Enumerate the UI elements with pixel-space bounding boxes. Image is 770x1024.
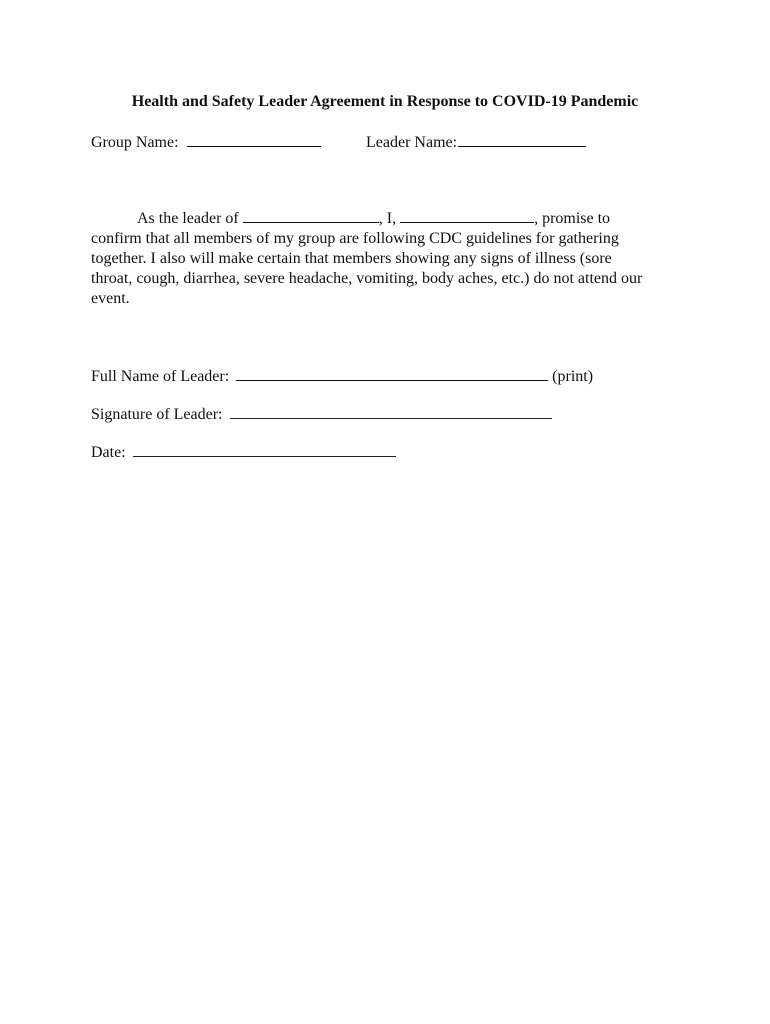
leader-name-blank[interactable]: [458, 132, 586, 147]
full-name-suffix: (print): [552, 368, 594, 385]
agreement-paragraph: [91, 208, 691, 309]
full-name-label: Full Name of Leader:: [91, 368, 230, 385]
full-name-row: [91, 366, 593, 386]
group-name-row: [91, 132, 321, 152]
group-name-label: Group Name:: [91, 134, 179, 151]
leader-name-row: [366, 132, 586, 152]
agreement-text-1b: , I,: [378, 210, 397, 227]
agreement-line-5: event.: [91, 290, 130, 307]
date-label: Date:: [91, 444, 126, 461]
agreement-line-2: confirm that all members of my group are following CDC guidelines for gathering: [91, 230, 619, 247]
leader-name-label: Leader Name:: [366, 134, 458, 151]
date-row: [91, 442, 396, 462]
date-blank[interactable]: [133, 442, 396, 457]
document-title: Health and Safety Leader Agreement in Response to COVID-19 Pandemic: [131, 93, 639, 110]
signature-label: Signature of Leader:: [91, 406, 223, 423]
agreement-line-3: together. I also will make certain that members showing any signs of illness (sore: [91, 250, 612, 267]
agreement-text-1c: , promise to: [534, 210, 611, 227]
agreement-line-1: [91, 208, 691, 229]
group-name-blank[interactable]: [187, 132, 321, 147]
agreement-group-blank[interactable]: [243, 208, 379, 223]
full-name-blank[interactable]: [236, 366, 548, 381]
agreement-line-4: throat, cough, diarrhea, severe headache, vomiting, body aches, etc.) do not attend our: [91, 270, 643, 287]
agreement-leader-blank[interactable]: [400, 208, 534, 223]
signature-blank[interactable]: [230, 404, 552, 419]
signature-row: [91, 404, 552, 424]
agreement-text-1a: As the leader of: [137, 210, 239, 227]
